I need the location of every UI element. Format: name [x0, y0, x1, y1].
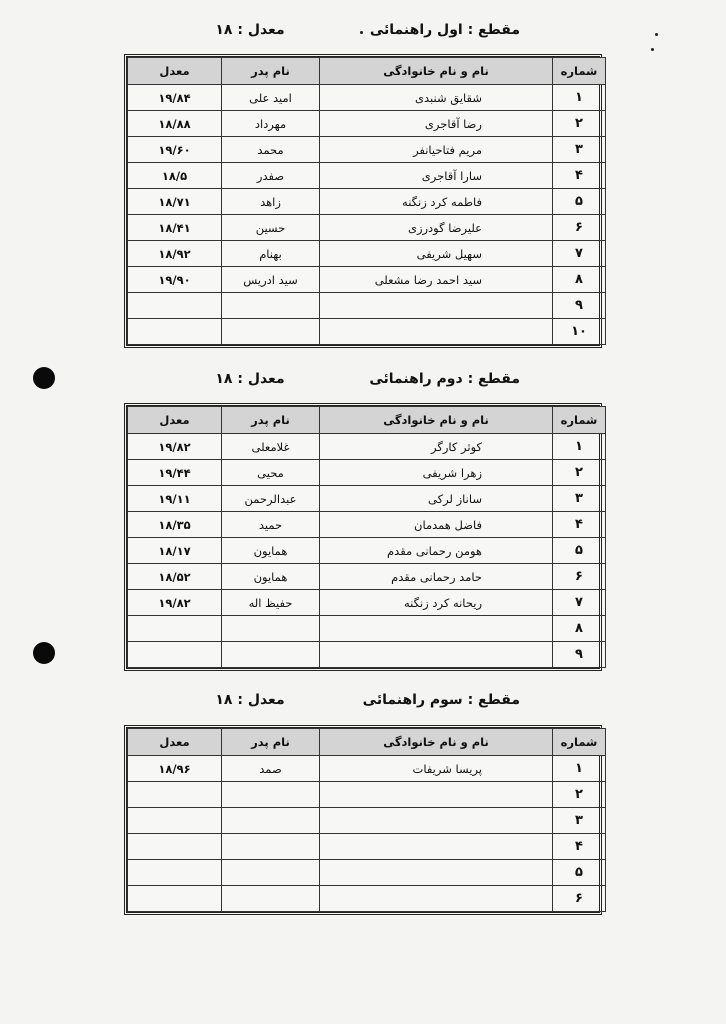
student-table: [124, 725, 602, 915]
student-name: [320, 616, 553, 642]
father-name: [222, 319, 320, 345]
row-number: ۹: [553, 642, 606, 668]
student-name: هومن رحمانی مقدم: [320, 538, 553, 564]
header-number: شماره: [553, 729, 606, 756]
student-name: فاضل همدمان: [320, 512, 553, 538]
father-name: حمید: [222, 512, 320, 538]
father-name: [222, 293, 320, 319]
student-name: رضا آقاجری: [320, 111, 553, 137]
table-row: [128, 85, 606, 111]
father-name: [222, 782, 320, 808]
header-name: نام و نام خانوادگی: [320, 729, 553, 756]
paper-speck: [655, 33, 658, 36]
father-name: همایون: [222, 538, 320, 564]
row-number: ۳: [553, 486, 606, 512]
table-header-row: [128, 407, 606, 434]
section-grade-title: معدل : ۱۸: [215, 692, 285, 708]
father-name: مهرداد: [222, 111, 320, 137]
father-name: عبدالرحمن: [222, 486, 320, 512]
student-name: فاطمه کرد زنگنه: [320, 189, 553, 215]
father-name: صفدر: [222, 163, 320, 189]
paper-speck: [651, 48, 654, 51]
row-number: ۶: [553, 886, 606, 912]
header-name: نام و نام خانوادگی: [320, 58, 553, 85]
row-number: ۹: [553, 293, 606, 319]
student-average: [128, 319, 222, 345]
father-name: [222, 860, 320, 886]
student-name: [320, 860, 553, 886]
punch-hole: [33, 367, 55, 389]
table-row: [128, 241, 606, 267]
student-name: مریم فتاحیانفر: [320, 137, 553, 163]
student-average: ۱۹/۸۲: [128, 434, 222, 460]
student-average: ۱۸/۸۸: [128, 111, 222, 137]
row-number: ۵: [553, 538, 606, 564]
student-name: علیرضا گودرزی: [320, 215, 553, 241]
father-name: حسین: [222, 215, 320, 241]
table-row: [128, 434, 606, 460]
row-number: ۳: [553, 137, 606, 163]
table-row: [128, 267, 606, 293]
header-father: نام پدر: [222, 407, 320, 434]
student-average: ۱۹/۶۰: [128, 137, 222, 163]
row-number: ۷: [553, 590, 606, 616]
student-average: [128, 834, 222, 860]
header-average: معدل: [128, 58, 222, 85]
student-name: سهیل شریفی: [320, 241, 553, 267]
section-level-title: مقطع : دوم راهنمائی: [369, 371, 520, 387]
row-number: ۳: [553, 808, 606, 834]
table-row: [128, 189, 606, 215]
row-number: ۲: [553, 111, 606, 137]
section-level-title: مقطع : سوم راهنمائی: [362, 692, 520, 708]
father-name: [222, 886, 320, 912]
table-row: [128, 486, 606, 512]
father-name: [222, 808, 320, 834]
table-row: [128, 808, 606, 834]
student-name: [320, 642, 553, 668]
student-average: ۱۹/۹۰: [128, 267, 222, 293]
row-number: ۸: [553, 267, 606, 293]
table-row: [128, 616, 606, 642]
student-name: [320, 834, 553, 860]
table-row: [128, 215, 606, 241]
father-name: امید علی: [222, 85, 320, 111]
student-name: سارا آقاجری: [320, 163, 553, 189]
header-average: معدل: [128, 729, 222, 756]
student-table: [124, 403, 602, 671]
student-table: [124, 54, 602, 348]
student-name: [320, 886, 553, 912]
student-name: [320, 782, 553, 808]
student-average: ۱۹/۱۱: [128, 486, 222, 512]
father-name: حفیظ اله: [222, 590, 320, 616]
student-average: ۱۸/۱۷: [128, 538, 222, 564]
table-header-row: [128, 58, 606, 85]
student-average: ۱۹/۴۴: [128, 460, 222, 486]
father-name: صمد: [222, 756, 320, 782]
father-name: محیی: [222, 460, 320, 486]
header-father: نام پدر: [222, 729, 320, 756]
table-row: [128, 564, 606, 590]
table-row: [128, 642, 606, 668]
father-name: محمد: [222, 137, 320, 163]
father-name: غلامعلی: [222, 434, 320, 460]
row-number: ۵: [553, 860, 606, 886]
student-name: حامد رحمانی مقدم: [320, 564, 553, 590]
row-number: ۴: [553, 512, 606, 538]
header-number: شماره: [553, 58, 606, 85]
father-name: بهنام: [222, 241, 320, 267]
table-row: [128, 860, 606, 886]
student-name: [320, 808, 553, 834]
father-name: سید ادریس: [222, 267, 320, 293]
section-grade-title: معدل : ۱۸: [215, 371, 285, 387]
table-row: [128, 538, 606, 564]
father-name: [222, 616, 320, 642]
father-name: همایون: [222, 564, 320, 590]
student-average: [128, 642, 222, 668]
row-number: ۱۰: [553, 319, 606, 345]
student-average: ۱۸/۹۶: [128, 756, 222, 782]
student-average: ۱۸/۷۱: [128, 189, 222, 215]
student-name: پریسا شریفات: [320, 756, 553, 782]
student-average: ۱۸/۴۱: [128, 215, 222, 241]
punch-hole: [33, 642, 55, 664]
header-average: معدل: [128, 407, 222, 434]
row-number: ۱: [553, 756, 606, 782]
table-row: [128, 137, 606, 163]
student-name: [320, 293, 553, 319]
row-number: ۴: [553, 163, 606, 189]
student-average: ۱۸/۵۲: [128, 564, 222, 590]
father-name: [222, 834, 320, 860]
father-name: [222, 642, 320, 668]
row-number: ۶: [553, 564, 606, 590]
student-average: ۱۹/۸۲: [128, 590, 222, 616]
table-header-row: [128, 729, 606, 756]
student-name: ساناز لرکی: [320, 486, 553, 512]
student-average: [128, 616, 222, 642]
student-average: [128, 782, 222, 808]
row-number: ۸: [553, 616, 606, 642]
row-number: ۷: [553, 241, 606, 267]
table-row: [128, 756, 606, 782]
row-number: ۶: [553, 215, 606, 241]
table-row: [128, 590, 606, 616]
student-name: شقایق شنبدی: [320, 85, 553, 111]
row-number: ۲: [553, 460, 606, 486]
student-name: زهرا شریفی: [320, 460, 553, 486]
student-average: ۱۸/۵: [128, 163, 222, 189]
student-name: ریحانه کرد زنگنه: [320, 590, 553, 616]
table-row: [128, 111, 606, 137]
student-name: کوثر کارگر: [320, 434, 553, 460]
student-average: ۱۸/۹۲: [128, 241, 222, 267]
section-grade-title: معدل : ۱۸: [215, 22, 285, 38]
header-name: نام و نام خانوادگی: [320, 407, 553, 434]
student-average: ۱۹/۸۴: [128, 85, 222, 111]
table-row: [128, 782, 606, 808]
table-row: [128, 460, 606, 486]
student-name: [320, 319, 553, 345]
header-father: نام پدر: [222, 58, 320, 85]
father-name: زاهد: [222, 189, 320, 215]
student-average: [128, 293, 222, 319]
student-average: [128, 860, 222, 886]
student-name: سید احمد رضا مشعلی: [320, 267, 553, 293]
student-average: ۱۸/۳۵: [128, 512, 222, 538]
table-row: [128, 834, 606, 860]
student-average: [128, 886, 222, 912]
table-row: [128, 319, 606, 345]
student-average: [128, 808, 222, 834]
row-number: ۲: [553, 782, 606, 808]
row-number: ۱: [553, 434, 606, 460]
table-row: [128, 512, 606, 538]
row-number: ۵: [553, 189, 606, 215]
header-number: شماره: [553, 407, 606, 434]
row-number: ۴: [553, 834, 606, 860]
section-level-title: مقطع : اول راهنمائی: [369, 22, 520, 38]
table-row: [128, 293, 606, 319]
table-row: [128, 163, 606, 189]
row-number: ۱: [553, 85, 606, 111]
table-row: [128, 886, 606, 912]
